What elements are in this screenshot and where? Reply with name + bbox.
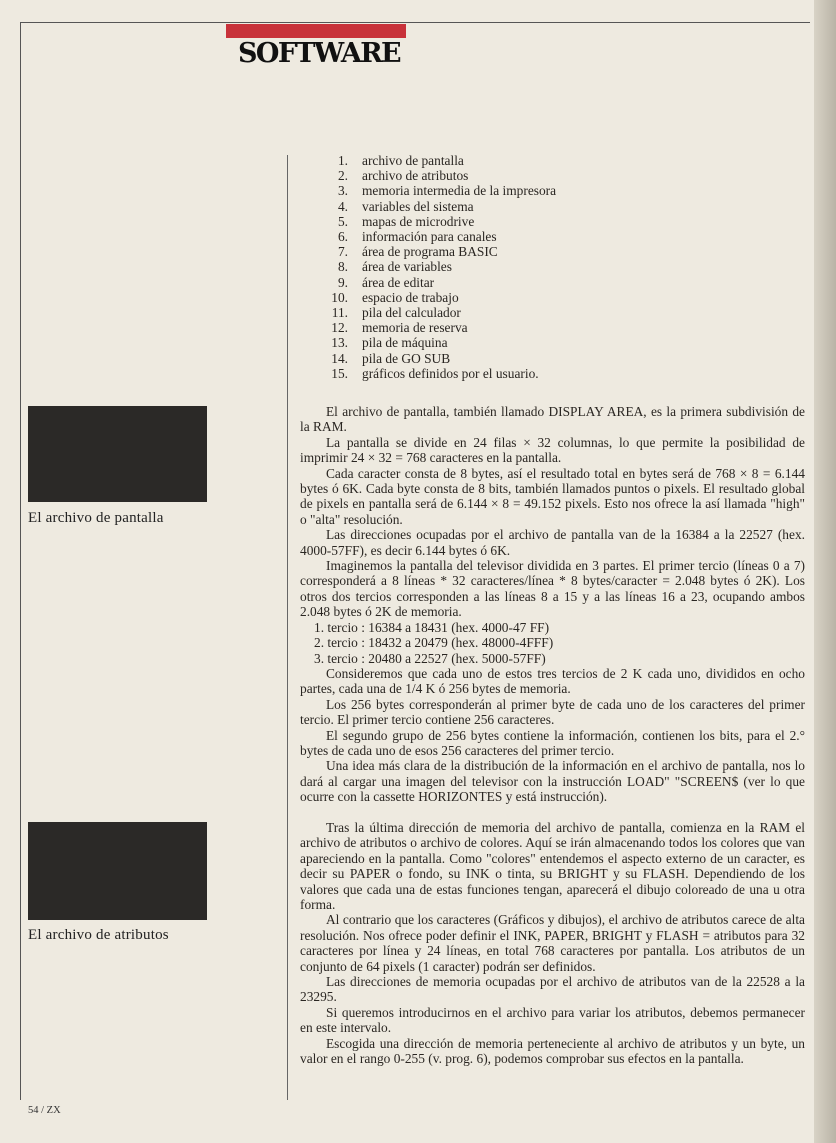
list-item: 7. área de programa BASIC xyxy=(337,244,498,260)
list-item: 3. memoria intermedia de la impresora xyxy=(337,183,557,199)
paragraph: Cada caracter consta de 8 bytes, así el resultado total en bytes será de 768 × 8 = 6.144 bytes ó 6K. Cada byte consta de 8 bits, también llamados puntos o pixels. El resultado global de pixels en pantalla será de 6.144 × 8 = 49.152 pixels. Esto nos ofrece la así llamada "high" o "alta" resolución. xyxy=(300,465,805,527)
column-divider xyxy=(287,155,288,1100)
list-item: 4. variables del sistema xyxy=(337,198,474,214)
section-title: SOFTWARE xyxy=(238,38,401,69)
paragraph: Tras la última dirección de memoria del archivo de pantalla, comienza en la RAM el archivo de atributos o archivo de colores. Aquí se irán almacenando todos los colores que van apareciendo en la pantalla. Como "colores" entendemos el aspecto externo de un caracter, es decir su PAPER o fondo, su INK o tinta, su BRIGHT y su FLASH. Dependiendo de los valores que cada una de estas funciones tengan, aparecerá el dibujo coloreado de una u otra forma. xyxy=(300,820,805,913)
paragraph: Al contrario que los caracteres (Gráficos y dibujos), el archivo de atributos carece de alta resolución. Nos ofrece poder definir el INK, PAPER, BRIGHT y FLASH = atributos para 32 caracteres por línea y 24 líneas, en total 768 caracteres por pantalla. Los atributos de un conjunto de 64 pixels (1 caracter) podrán ser definidos. xyxy=(300,912,805,974)
paragraph: Los 256 bytes corresponderán al primer byte de cada uno de los caracteres del primer tercio. El primer tercio contiene 256 caracteres. xyxy=(300,696,805,728)
section-color-bar xyxy=(226,24,406,38)
paragraph: Las direcciones de memoria ocupadas por el archivo de atributos van de la 22528 a la 23295. xyxy=(300,974,805,1005)
tercio-line: 2. tercio : 18432 a 20479 (hex. 48000-4FFF) xyxy=(314,635,554,651)
frame-top-rule xyxy=(20,22,810,23)
tercio-line: 1. tercio : 16384 a 18431 (hex. 4000-47 FF) xyxy=(314,619,550,635)
paragraph: Imaginemos la pantalla del televisor dividida en 3 partes. El primer tercio (líneas 0 a 7) corresponderá a 8 líneas * 32 caracteres/línea * 8 bytes/caracter = 2.048 bytes ó 2K). Los otros dos tercios corresponden a las líneas 8 a 15 y a las líneas 16 a 23, ocupando ambos 2.048 bytes ó 2K de memoria. xyxy=(300,558,805,620)
paragraph: La pantalla se divide en 24 filas × 32 columnas, lo que permite la posibilidad de imprimir 24 × 32 = 768 caracteres en la pantalla. xyxy=(300,434,805,466)
paragraph: Una idea más clara de la distribución de la información en el archivo de pantalla, nos lo dará al cargar una imagen del televisor con la instrucción LOAD" "SCREEN$ (ver lo que ocurre con la cassette HORIZONTES y está instrucción). xyxy=(300,758,805,805)
paragraph: Las direcciones ocupadas por el archivo de pantalla van de la 16384 a la 22527 (hex. 4000-57FF), es decir 6.144 bytes ó 6K. xyxy=(300,527,805,558)
article-attribute-file xyxy=(300,820,805,1067)
caption-display-file: El archivo de pantalla xyxy=(28,510,164,526)
page-number: 54 / ZX xyxy=(28,1105,61,1116)
list-item: 10. espacio de trabajo xyxy=(331,289,459,305)
list-item: 1. archivo de pantalla xyxy=(337,153,464,168)
list-item: 5. mapas de microdrive xyxy=(337,213,475,229)
list-item: 11. pila del calculador xyxy=(331,305,461,321)
list-item: 2. archivo de atributos xyxy=(337,168,469,184)
paragraph: Si queremos introducirnos en el archivo para variar los atributos, debemos permanecer en este intervalo. xyxy=(300,1004,805,1036)
list-item: 14. pila de GO SUB xyxy=(331,350,451,366)
list-item: 13. pila de máquina xyxy=(331,335,448,351)
list-item: 6. información para canales xyxy=(337,229,497,245)
list-item: 8. área de variables xyxy=(337,259,452,275)
display-file-image xyxy=(28,406,207,502)
frame-left-rule xyxy=(20,22,21,1100)
list-item: 12. memoria de reserva xyxy=(331,320,468,336)
page-edge-shadow xyxy=(814,0,836,1143)
list-item: 15. gráficos definidos por el usuario. xyxy=(331,365,539,381)
paragraph: Consideremos que cada uno de estos tres tercios de 2 K cada uno, divididos en ocho partes, cada una de 1/4 K ó 256 bytes de memoria. xyxy=(300,665,805,697)
attribute-file-image xyxy=(28,822,207,920)
memory-map-list xyxy=(318,153,556,381)
paragraph: El archivo de pantalla, también llamado DISPLAY AREA, es la primera subdivisión de la RAM. xyxy=(300,404,805,435)
caption-attribute-file: El archivo de atributos xyxy=(28,927,169,943)
paragraph: Escogida una dirección de memoria perteneciente al archivo de atributos y un byte, un valor en el rango 0-255 (v. prog. 6), podemos comprobar sus efectos en la pantalla. xyxy=(300,1035,805,1067)
paragraph: El segundo grupo de 256 bytes contiene la información, contienen los bits, para el 2.° bytes de cada uno de esos 256 caracteres del primer tercio. xyxy=(300,727,805,758)
tercio-line: 3. tercio : 20480 a 22527 (hex. 5000-57FF) xyxy=(314,650,546,666)
list-item: 9. área de editar xyxy=(337,274,435,290)
article-display-file xyxy=(300,404,805,805)
